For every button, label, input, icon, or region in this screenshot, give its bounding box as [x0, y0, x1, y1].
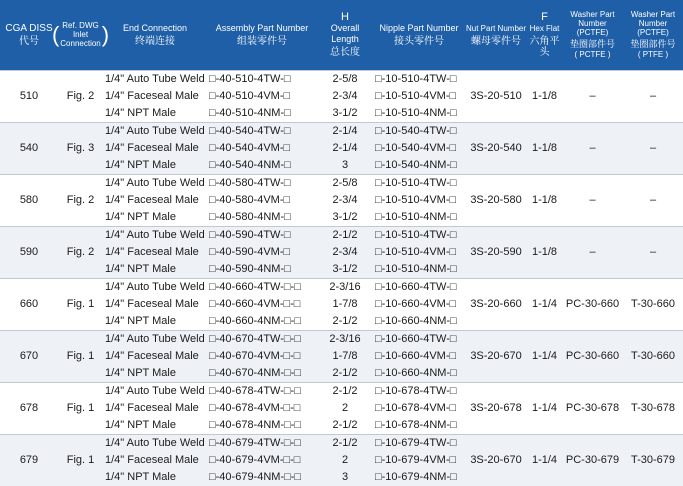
assembly-part-cell: □-40-540-4VM-□ — [207, 140, 317, 157]
hex-flat-cell: 1-1/8 — [527, 226, 562, 278]
washer-ptfe-cell: T-30-679 — [623, 434, 683, 486]
overall-length-cell: 2-1/2 — [317, 365, 373, 383]
end-connection-cell: 1/4" Auto Tube Weld — [103, 174, 207, 192]
nipple-part-cell: □-10-660-4TW-□ — [373, 278, 465, 296]
end-connection-cell: 1/4" Faceseal Male — [103, 348, 207, 365]
overall-length-cell: 2-5/8 — [317, 70, 373, 88]
col-washer-pctfe: Washer Part Number (PCTFE) 垫圈部件号 ( PCTFE ) — [562, 0, 623, 70]
washer-pctfe-cell: – — [562, 122, 623, 174]
table-row — [0, 70, 683, 88]
nut-part-cell: 3S-20-678 — [465, 382, 527, 434]
nipple-part-cell: □-10-510-4NM-□ — [373, 261, 465, 279]
washer-ptfe-cell: T-30-660 — [623, 330, 683, 382]
end-connection-cell: 1/4" Faceseal Male — [103, 452, 207, 469]
overall-length-cell: 3-1/2 — [332, 210, 358, 223]
assembly-part-cell: □-40-510-4TW-□ — [207, 70, 317, 88]
end-connection-cell: 1/4" NPT Male — [105, 418, 176, 431]
end-connection-cell: 1/4" Faceseal Male — [105, 89, 199, 102]
overall-length-cell: 2-3/4 — [332, 89, 358, 102]
overall-length-cell: 2 — [317, 452, 373, 469]
nut-part-cell: 3S-20-660 — [465, 278, 527, 330]
ref-dwg-cell: Fig. 1 — [58, 434, 103, 486]
assembly-part-cell: □-40-678-4TW-□-□ — [207, 382, 317, 400]
table-row — [0, 122, 683, 140]
col-washer-ptfe: Washer Part Number (PCTFE) 垫圈部件号 ( PTFE ) — [623, 0, 683, 70]
nut-part-cell: 3S-20-670 — [465, 330, 527, 382]
table-row — [0, 434, 683, 452]
nipple-part-cell: □-10-678-4NM-□ — [375, 418, 457, 431]
end-connection-cell: 1/4" Faceseal Male — [103, 244, 207, 261]
end-connection-cell: 1/4" Auto Tube Weld — [103, 226, 207, 244]
nipple-part-cell: □-10-679-4NM-□ — [373, 469, 465, 486]
end-connection-cell: 1/4" NPT Male — [103, 261, 207, 279]
ref-dwg-cell: Fig. 2 — [58, 174, 103, 226]
assembly-part-cell: □-40-679-4TW-□-□ — [207, 434, 317, 452]
assembly-part-cell: □-40-540-4NM-□ — [207, 157, 317, 175]
overall-length-cell: 2-1/2 — [317, 434, 373, 452]
end-connection-cell: 1/4" Faceseal Male — [105, 297, 199, 310]
washer-pctfe-cell: PC-30-660 — [562, 330, 623, 382]
table-header — [0, 0, 683, 70]
assembly-part-cell: □-40-660-4VM-□-□ — [209, 297, 301, 310]
washer-ptfe-cell: – — [623, 226, 683, 278]
cga-diss-cell: 660 — [0, 278, 58, 330]
assembly-part-cell: □-40-580-4TW-□ — [207, 174, 317, 192]
table-row — [0, 382, 683, 400]
end-connection-cell: 1/4" Auto Tube Weld — [103, 70, 207, 88]
nipple-part-cell: □-10-540-4VM-□ — [373, 140, 465, 157]
end-connection-cell: 1/4" Faceseal Male — [105, 193, 199, 206]
ref-dwg-cell: Fig. 1 — [58, 278, 103, 330]
nipple-part-cell: □-10-678-4TW-□ — [373, 382, 465, 400]
end-connection-cell: 1/4" Auto Tube Weld — [103, 122, 207, 140]
assembly-part-cell: □-40-580-4NM-□ — [209, 210, 291, 223]
end-connection-cell: 1/4" NPT Male — [103, 469, 207, 486]
cga-diss-cell: 540 — [0, 122, 58, 174]
assembly-part-cell: □-40-670-4VM-□-□ — [207, 348, 317, 365]
end-connection-cell: 1/4" Faceseal Male — [105, 401, 199, 414]
nipple-part-cell: □-10-679-4VM-□ — [373, 452, 465, 469]
hex-flat-cell: 1-1/8 — [527, 122, 562, 174]
assembly-part-cell: □-40-540-4TW-□ — [207, 122, 317, 140]
overall-length-cell: 3-1/2 — [317, 261, 373, 279]
nipple-part-cell: □-10-510-4TW-□ — [373, 174, 465, 192]
nipple-part-cell: □-10-540-4NM-□ — [373, 157, 465, 175]
overall-length-cell: 2-3/16 — [317, 278, 373, 296]
nipple-part-cell: □-10-510-4NM-□ — [375, 106, 457, 119]
nut-part-cell: 3S-20-580 — [465, 174, 527, 226]
washer-ptfe-cell: T-30-660 — [623, 278, 683, 330]
overall-length-cell: 1-7/8 — [317, 348, 373, 365]
end-connection-cell: 1/4" NPT Male — [105, 210, 176, 223]
washer-pctfe-cell: – — [562, 174, 623, 226]
nipple-part-cell: □-10-660-4NM-□ — [373, 365, 465, 383]
washer-ptfe-cell: – — [623, 70, 683, 122]
col-nipple-part-number: Nipple Part Number 接头零件号 — [373, 0, 465, 70]
washer-pctfe-cell: PC-30-679 — [562, 434, 623, 486]
overall-length-cell: 2 — [341, 401, 349, 414]
nut-part-cell: 3S-20-670 — [465, 434, 527, 486]
col-hex-flat: F Hex Flat 六角平头 — [527, 0, 562, 70]
end-connection-cell: 1/4" Auto Tube Weld — [103, 330, 207, 348]
assembly-part-cell: □-40-590-4TW-□ — [207, 226, 317, 244]
washer-ptfe-cell: T-30-678 — [623, 382, 683, 434]
table-row — [0, 226, 683, 244]
hex-flat-cell: 1-1/4 — [527, 434, 562, 486]
end-connection-cell: 1/4" NPT Male — [105, 314, 176, 327]
assembly-part-cell: □-40-679-4VM-□-□ — [207, 452, 317, 469]
overall-length-cell: 3-1/2 — [332, 106, 358, 119]
nipple-part-cell: □-10-660-4VM-□ — [373, 348, 465, 365]
hex-flat-cell: 1-1/8 — [527, 70, 562, 122]
nipple-part-cell: □-10-510-4VM-□ — [375, 89, 457, 102]
assembly-part-cell: □-40-590-4NM-□ — [207, 261, 317, 279]
end-connection-cell: 1/4" NPT Male — [105, 106, 176, 119]
nut-part-cell: 3S-20-590 — [465, 226, 527, 278]
washer-ptfe-cell: – — [623, 174, 683, 226]
nipple-part-cell: □-10-678-4VM-□ — [375, 401, 457, 414]
nipple-part-cell: □-10-510-4NM-□ — [375, 210, 457, 223]
end-connection-cell: 1/4" Auto Tube Weld — [103, 382, 207, 400]
assembly-part-cell: □-40-580-4VM-□ — [209, 193, 291, 206]
overall-length-cell: 2-1/2 — [332, 314, 358, 327]
nipple-part-cell: □-10-660-4NM-□ — [375, 314, 457, 327]
col-end-connection: End Connection 终端连接 — [103, 0, 207, 70]
col-nut-part-number: Nut Part Number 螺母零件号 — [465, 0, 527, 70]
ref-dwg-cell: Fig. 3 — [58, 122, 103, 174]
washer-pctfe-cell: PC-30-660 — [562, 278, 623, 330]
nipple-part-cell: □-10-510-4TW-□ — [373, 70, 465, 88]
overall-length-cell: 2-3/4 — [317, 244, 373, 261]
washer-pctfe-cell: PC-30-678 — [562, 382, 623, 434]
washer-ptfe-cell: – — [623, 122, 683, 174]
overall-length-cell: 2-1/4 — [317, 122, 373, 140]
washer-pctfe-cell: – — [562, 70, 623, 122]
ref-dwg-cell: Fig. 2 — [58, 226, 103, 278]
overall-length-cell: 1-7/8 — [332, 297, 358, 310]
cga-diss-cell: 580 — [0, 174, 58, 226]
ref-dwg-cell: Fig. 1 — [58, 382, 103, 434]
cga-diss-cell: 590 — [0, 226, 58, 278]
col-assembly-part-number: Assembly Part Number 组装零件号 — [207, 0, 317, 70]
col-overall-length: H Overall Length 总长度 — [317, 0, 373, 70]
table-body — [0, 70, 683, 486]
cga-diss-cell: 510 — [0, 70, 58, 122]
table-row — [0, 174, 683, 192]
end-connection-cell: 1/4" Auto Tube Weld — [103, 434, 207, 452]
nipple-part-cell: □-10-510-4VM-□ — [373, 244, 465, 261]
cga-diss-cell: 678 — [0, 382, 58, 434]
ref-dwg-cell: Fig. 1 — [58, 330, 103, 382]
assembly-part-cell: □-40-510-4NM-□ — [209, 106, 291, 119]
cga-diss-cell: 670 — [0, 330, 58, 382]
nipple-part-cell: □-10-510-4VM-□ — [375, 193, 457, 206]
assembly-part-cell: □-40-660-4TW-□-□ — [207, 278, 317, 296]
end-connection-cell: 1/4" NPT Male — [103, 365, 207, 383]
nipple-part-cell: □-10-679-4TW-□ — [373, 434, 465, 452]
nipple-part-cell: □-10-660-4VM-□ — [375, 297, 457, 310]
overall-length-cell: 3 — [317, 157, 373, 175]
overall-length-cell: 2-3/4 — [332, 193, 358, 206]
nut-part-cell: 3S-20-510 — [465, 70, 527, 122]
assembly-part-cell: □-40-670-4NM-□-□ — [207, 365, 317, 383]
end-connection-cell: 1/4" Auto Tube Weld — [103, 278, 207, 296]
overall-length-cell: 2-3/16 — [317, 330, 373, 348]
end-connection-cell: 1/4" NPT Male — [103, 157, 207, 175]
hex-flat-cell: 1-1/4 — [527, 278, 562, 330]
hex-flat-cell: 1-1/4 — [527, 330, 562, 382]
hex-flat-cell: 1-1/4 — [527, 382, 562, 434]
overall-length-cell: 2-1/2 — [332, 418, 358, 431]
washer-pctfe-cell: – — [562, 226, 623, 278]
ref-dwg-cell: Fig. 2 — [58, 70, 103, 122]
overall-length-cell: 3 — [317, 469, 373, 486]
overall-length-cell: 2-1/2 — [317, 226, 373, 244]
table-row — [0, 278, 683, 296]
overall-length-cell: 2-1/4 — [317, 140, 373, 157]
overall-length-cell: 2-5/8 — [317, 174, 373, 192]
nipple-part-cell: □-10-660-4TW-□ — [373, 330, 465, 348]
cga-diss-cell: 679 — [0, 434, 58, 486]
nut-part-cell: 3S-20-540 — [465, 122, 527, 174]
end-connection-cell: 1/4" Faceseal Male — [103, 140, 207, 157]
overall-length-cell: 2-1/2 — [317, 382, 373, 400]
hex-flat-cell: 1-1/8 — [527, 174, 562, 226]
assembly-part-cell: □-40-590-4VM-□ — [207, 244, 317, 261]
assembly-part-cell: □-40-678-4NM-□-□ — [209, 418, 302, 431]
assembly-part-cell: □-40-679-4NM-□-□ — [207, 469, 317, 486]
assembly-part-cell: □-40-670-4TW-□-□ — [207, 330, 317, 348]
col-ref-dwg: ( Ref. DWG Inlet Connection ) — [58, 0, 103, 70]
table-row — [0, 330, 683, 348]
nipple-part-cell: □-10-540-4TW-□ — [373, 122, 465, 140]
assembly-part-cell: □-40-510-4VM-□ — [209, 89, 291, 102]
nipple-part-cell: □-10-510-4TW-□ — [373, 226, 465, 244]
assembly-part-cell: □-40-678-4VM-□-□ — [209, 401, 301, 414]
col-cga-diss: CGA DISS 代号 — [0, 0, 58, 70]
assembly-part-cell: □-40-660-4NM-□-□ — [209, 314, 302, 327]
